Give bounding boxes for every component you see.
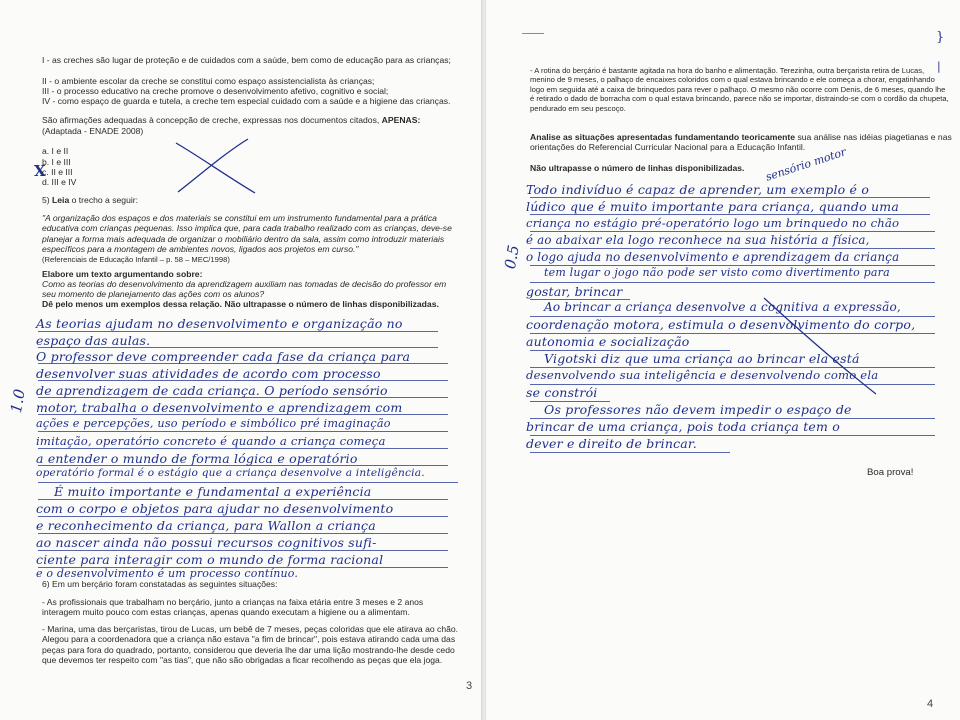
q6-answer-line-13: se constrói <box>526 385 598 400</box>
corner-mark-1: } <box>936 30 945 45</box>
q5-answer-line-5: de aprendizagem de cada criança. O período sensório <box>36 383 388 398</box>
strike-through-mark <box>754 290 884 400</box>
page-number-left: 3 <box>466 680 473 692</box>
q6-answer-line-3: criança no estágio pré-operatório logo um brinquedo no chão <box>526 216 900 230</box>
q6-answer-line-5: o logo ajuda no desenvolvimento e aprendizagem da criança <box>526 250 900 264</box>
q5-prompt-title: Elabore um texto argumentando sobre: <box>42 269 203 279</box>
q5-answer-line-13: e reconhecimento da criança, para Wallon a criança <box>36 518 376 533</box>
q5-answer-line-15: ciente para interagir com o mundo de forma racional <box>36 552 384 567</box>
q4-item-3: III - o processo educativo na creche promove o desenvolvimento afetivo, cognitivo e social; <box>42 86 389 96</box>
answer-check-mark: X <box>34 162 46 180</box>
right-page <box>486 0 960 720</box>
q5-answer-line-16: e o desenvolvimento é um processo contínuo. <box>36 567 299 580</box>
q5-answer-line-3: O professor deve compreender cada fase da criança para <box>36 349 411 364</box>
q6-answer-line-12: desenvolvendo sua inteligência e desenvolvendo como ela <box>526 368 879 382</box>
q5-answer-line-2: espaço das aulas. <box>36 333 151 348</box>
q5-answer-line-1: As teorias ajudam no desenvolvimento e organização no <box>36 316 403 331</box>
q5-title: 5) Leia o trecho a seguir: <box>42 195 139 205</box>
q5-reference: (Referenciais de Educação Infantil – p. 58 – MEC/1998) <box>42 255 230 264</box>
q6-answer-line-1: Todo indivíduo é capaz de aprender, um exemplo é o <box>526 182 870 197</box>
grade-note-right: 0.5 <box>500 243 523 271</box>
q5-prompt-instruction: Dê pelo menos um exemplos dessa relação. Não ultrapasse o número de linhas disponibilizadas. <box>42 299 439 309</box>
q6-answer-line-15: brincar de uma criança, pois toda criança tem o <box>526 419 840 434</box>
q5-answer-line-8: imitação, operatório concreto é quando a criança começa <box>36 434 386 448</box>
q4-item-4: IV - como espaço de guarda e tutela, a creche tem especial cuidado com a saúde e a higiene das crianças. <box>42 96 451 106</box>
q5-answer-line-6: motor, trabalha o desenvolvimento e aprendizagem com <box>36 400 403 415</box>
q5-answer-line-12: com o corpo e objetos para ajudar no desenvolvimento <box>36 501 394 516</box>
q6-situation-2: - Marina, uma das berçaristas, tirou de Lucas, um bebê de 7 meses, peças coloridas que ele atirava ao chão. Alegou para a coordenadora que a criança não estava "a fim de brincar", pois estava atirando cada uma das peças para fora do quadrado, portanto, considerou que deveria lhe dar uma lição mostrando-lhe desde cedo que devemos ter respeito com "as tias", que não são obrigadas a ficar recolhendo as peças que ela joga. <box>42 624 459 666</box>
q4-option-d: d. III e IV <box>42 177 77 187</box>
q6-answer-line-7: gostar, brincar <box>526 284 623 299</box>
q5-answer-line-10: operatório formal é o estágio que a criança desenvolve a inteligência. <box>36 467 425 479</box>
closing-text: Boa prova! <box>867 467 914 478</box>
grade-note: 1.0 <box>6 387 29 415</box>
q6-prompt-instruction: Não ultrapasse o número de linhas disponibilizadas. <box>530 163 745 173</box>
q5-answer-line-4: desenvolver suas atividades de acordo com processo <box>36 366 381 381</box>
page-number-right: 4 <box>927 698 934 710</box>
q4-source: (Adaptada - ENADE 2008) <box>42 126 144 136</box>
cross-out-mark <box>170 135 260 197</box>
q4-item-2: II - o ambiente escolar da creche se constitui como espaço assistencialista às crianças; <box>42 76 375 86</box>
q4-option-a: a. I e II <box>42 146 69 156</box>
q6-answer-line-6: tem lugar o jogo não pode ser visto como divertimento para <box>544 266 890 279</box>
q6-answer-line-9: coordenação motora, estimula o desenvolvimento do corpo, <box>526 317 916 332</box>
q6-answer-line-8: Ao brincar a criança desenvolve a cognitiva a expressão, <box>544 300 901 314</box>
q4-item-1: I - as creches são lugar de proteção e de cuidados com a saúde, bem como de educação para as crianças; <box>42 55 451 65</box>
corner-mark-2: | <box>937 60 941 73</box>
q6-answer-line-16: dever e direito de brincar. <box>526 436 697 451</box>
scribble-note: sensório motor <box>764 145 848 184</box>
q5-answer-line-9: a entender o mundo de forma lógica e operatório <box>36 451 358 466</box>
q6-answer-line-14: Os professores não devem impedir o espaço de <box>544 402 852 417</box>
q6-answer-line-11: Vigotski diz que uma criança ao brincar ela está <box>544 351 860 366</box>
q5-answer-line-14: ao nascer ainda não possui recursos cognitivos sufi- <box>36 535 377 550</box>
q6-prompt: Analise as situações apresentadas fundamentando teoricamente sua análise nas idéias piagetianas e nas orientações do Referencial Curricular Nacional para a Educação Infantil. <box>530 132 952 153</box>
q5-answer-line-11: É muito importante e fundamental a experiência <box>54 484 372 499</box>
q6-answer-line-4: é ao abaixar ela logo reconhece na sua história a física, <box>526 233 870 247</box>
q6-answer-line-10: autonomia e socialização <box>526 334 690 349</box>
q4-option-c: c. II e III <box>42 167 73 177</box>
q5-answer-line-7: ações e percepções, uso período e simbólico pré imaginação <box>36 417 391 430</box>
q6-answer-line-2: lúdico que é muito importante para criança, quando uma <box>526 199 899 214</box>
q6-title: 6) Em um berçário foram constatadas as seguintes situações: <box>42 579 278 589</box>
q4-question: São afirmações adequadas à concepção de creche, expressas nos documentos citados, APENAS: <box>42 115 421 125</box>
q5-prompt: Como as teorias do desenvolvimento da aprendizagem auxiliam nas tomadas de decisão do professor em seu momento de planejamento das ações com os alunos? <box>42 279 447 300</box>
q4-option-b: b. I e III <box>42 157 71 167</box>
q5-quote: "A organização dos espaços e dos materiais se constitui em um instrumento fundamental para a prática educativa com crianças pequenas. Isso implica que, para cada trabalho realizado com as crianças, deve-se planejar a forma mais adequada de organizar o mobiliário dentro da sala, assim como introduzir materiais específicos para a montagem de ambientes novos, ligados aos projetos em curso." <box>42 213 452 255</box>
q6-situation-1: - As profissionais que trabalham no berçário, junto a crianças na faixa etária entre 3 meses e 2 anos interagem muito pouco com estas crianças, apenas quando executam a higiene ou a alimentam. <box>42 597 424 618</box>
q6-situation-3: - A rotina do berçário é bastante agitada na hora do banho e alimentação. Terezinha, outra berçarista retira de Lucas, menino de 9 meses, o palhaço de encaixes coloridos com o qual estava brincando e ele começa a chorar, engatinhando logo em seguida até a caixa de brinquedos para rever o palhaço. O mesmo não ocorre com Denis, de 6 meses, quando lhe é retirado o dado de borracha com o qual estava brincando, parece não se importar, distraindo-se com o cordão da chupeta, pendurado em seu pescoço. <box>530 66 949 113</box>
